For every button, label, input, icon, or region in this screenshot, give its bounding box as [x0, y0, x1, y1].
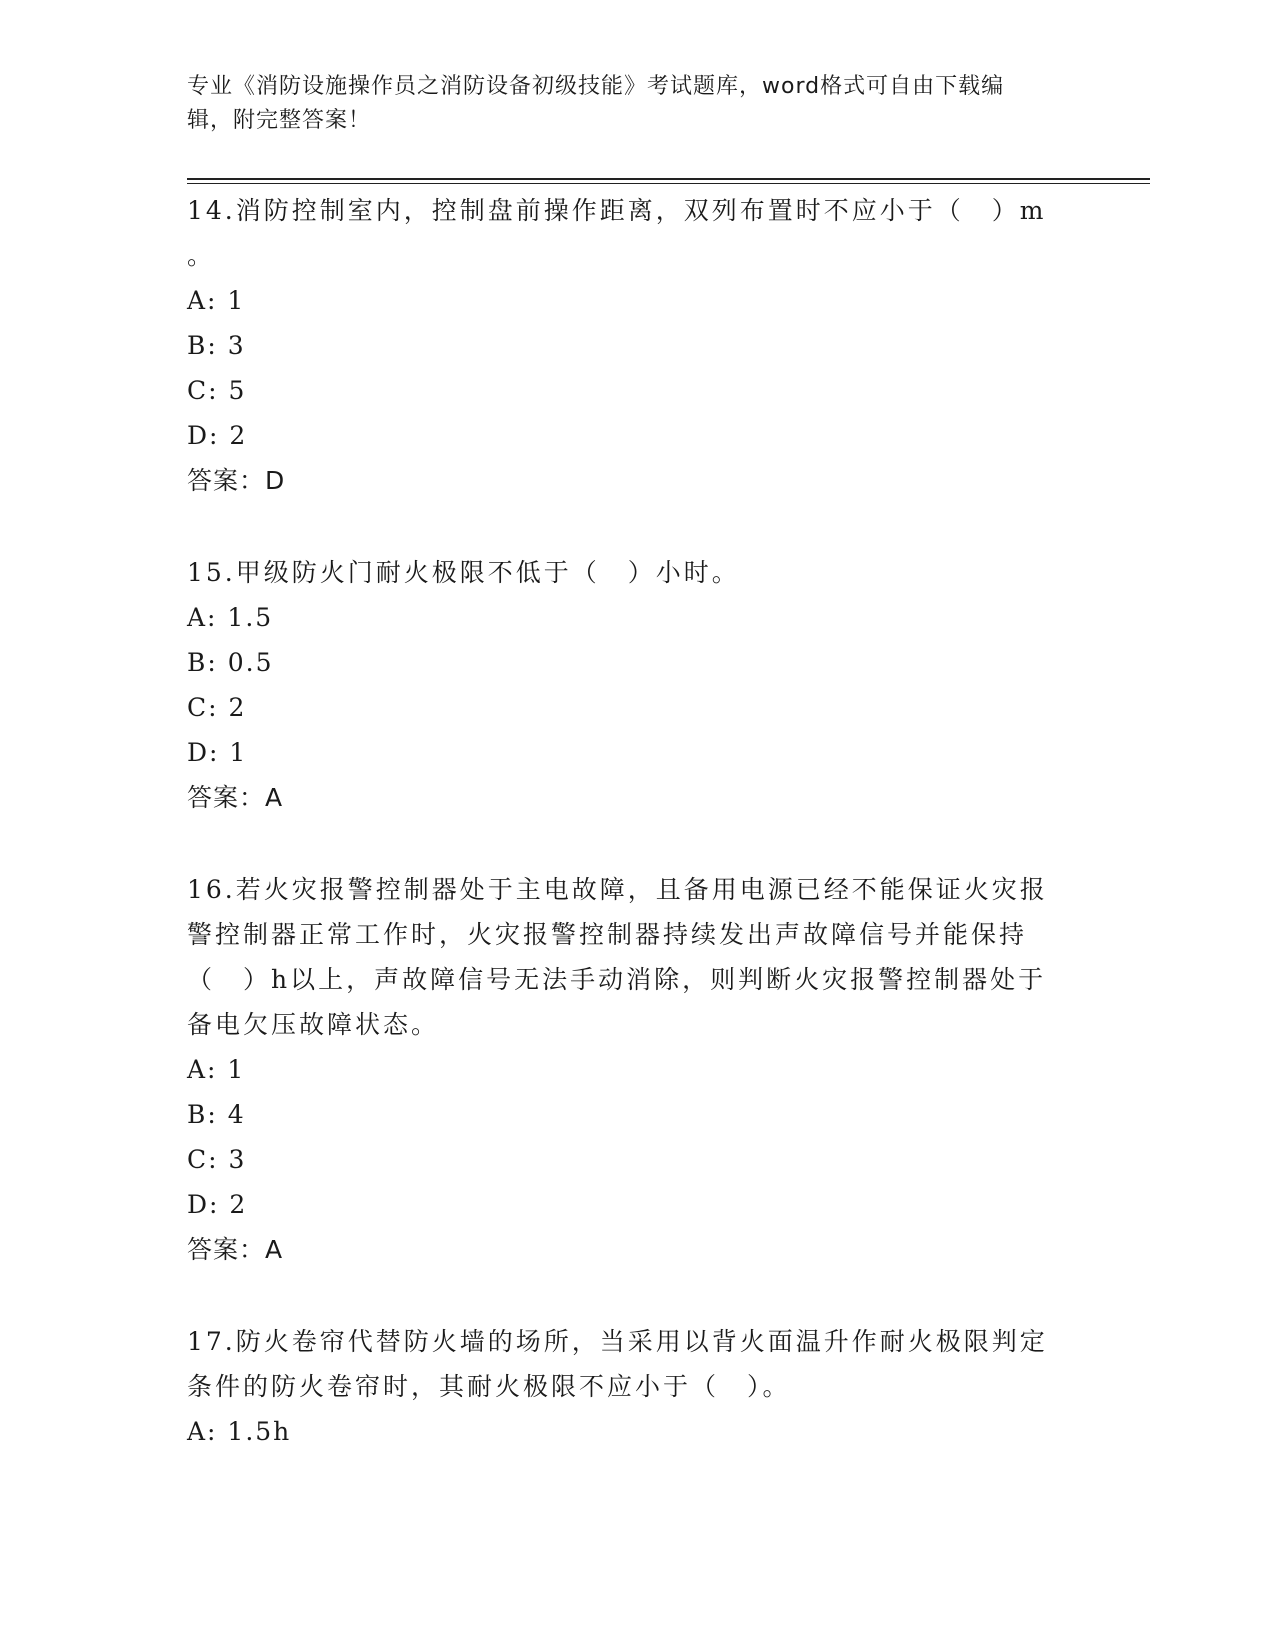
option-c: C: 3: [187, 1145, 247, 1174]
header-line-1: 专业《消防设施操作员之消防设备初级技能》考试题库，word格式可自由下载编: [187, 74, 1005, 99]
question-text-line: 。: [187, 241, 216, 270]
question-14: [187, 188, 1087, 503]
header-rule-thick: [187, 178, 1150, 180]
option-a: A: 1: [187, 286, 246, 315]
option-b: B: 4: [187, 1100, 246, 1129]
document-header: [187, 70, 1087, 138]
option-b: B: 3: [187, 331, 246, 360]
option-c: C: 2: [187, 693, 247, 722]
answer-line: 答案：A: [187, 783, 284, 812]
answer-line: 答案：D: [187, 466, 286, 495]
answer-line: 答案：A: [187, 1235, 284, 1264]
option-c: C: 5: [187, 376, 247, 405]
question-list: [187, 188, 1087, 1454]
question-text-line: 14.消防控制室内，控制盘前操作距离，双列布置时不应小于（ ）m: [187, 196, 1047, 225]
option-a: A: 1.5: [187, 603, 274, 632]
question-text-line: 17.防火卷帘代替防火墙的场所，当采用以背火面温升作耐火极限判定: [187, 1327, 1048, 1356]
question-text-line: 15.甲级防火门耐火极限不低于（ ）小时。: [187, 558, 740, 587]
question-17: [187, 1319, 1087, 1454]
option-d: D: 2: [187, 1190, 248, 1219]
option-a: A: 1: [187, 1055, 246, 1084]
question-text-line: 警控制器正常工作时，火灾报警控制器持续发出声故障信号并能保持: [187, 920, 1028, 949]
option-d: D: 1: [187, 738, 248, 767]
question-text-line: 条件的防火卷帘时，其耐火极限不应小于（ ）。: [187, 1372, 791, 1401]
option-b: B: 0.5: [187, 648, 274, 677]
option-d: D: 2: [187, 421, 248, 450]
question-16: [187, 867, 1087, 1272]
question-text-line: 备电欠压故障状态。: [187, 1010, 440, 1039]
question-text-line: （ ）h以上，声故障信号无法手动消除，则判断火灾报警控制器处于: [187, 965, 1047, 994]
question-text-line: 16.若火灾报警控制器处于主电故障，且备用电源已经不能保证火灾报: [187, 875, 1048, 904]
option-a: A: 1.5h: [187, 1417, 292, 1446]
question-15: [187, 550, 1087, 820]
header-line-2: 辑，附完整答案！: [187, 108, 372, 133]
header-rule-thin: [187, 183, 1150, 184]
